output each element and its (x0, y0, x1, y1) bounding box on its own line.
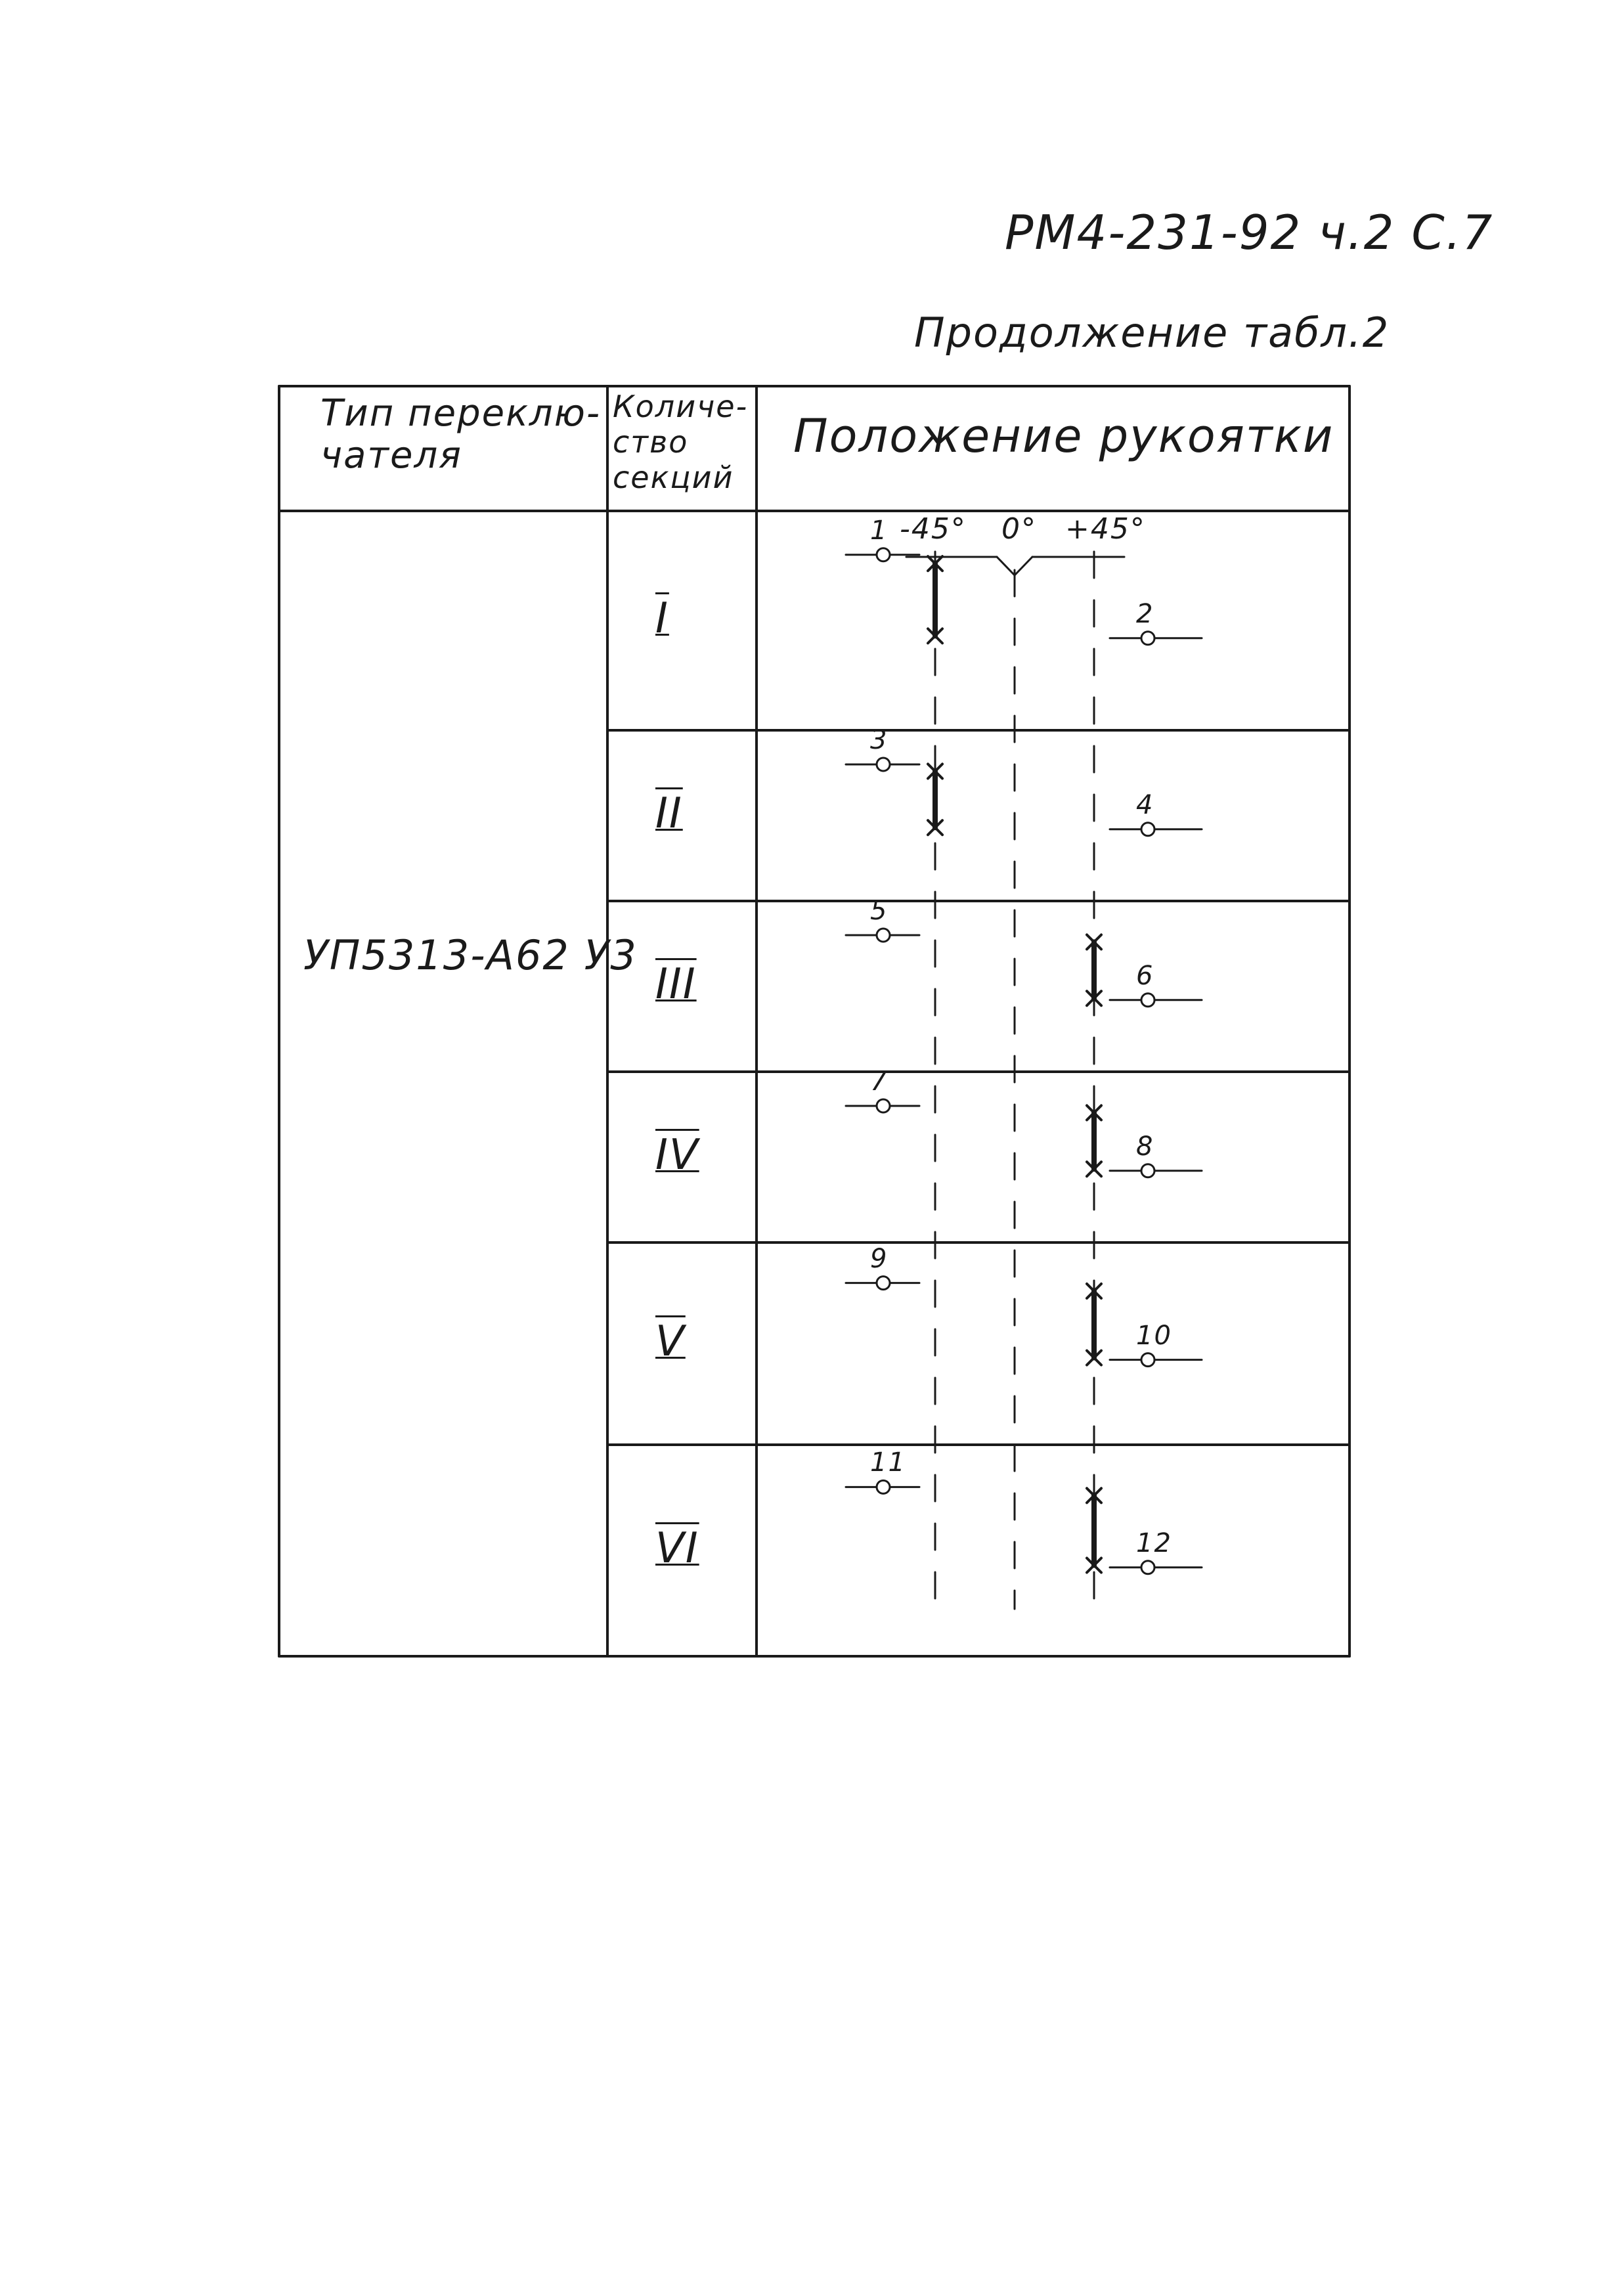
document-code: РМ4-231-92 ч.2 С.7 (1005, 205, 1494, 260)
table-continuation-label: Продолжение табл.2 (914, 309, 1390, 357)
header-switch-type-line1: Тип переклю- (320, 392, 602, 435)
terminal-contact (877, 1480, 890, 1493)
switch-type-value: УП5313-А62 У3 (303, 931, 638, 979)
position-bracket-notch (997, 557, 1015, 575)
section-label: VI (655, 1524, 699, 1573)
section-label: V (655, 1317, 686, 1366)
contact-number: 10 (1136, 1320, 1172, 1351)
contact-number: 5 (870, 896, 889, 926)
contact-number: 3 (870, 725, 889, 755)
header-section-count (613, 389, 748, 495)
terminal-contact (877, 929, 890, 942)
terminal-contact (1141, 1353, 1154, 1367)
terminal-contact (877, 1099, 890, 1112)
section-label: I (655, 594, 669, 643)
terminal-contact (1141, 1561, 1154, 1574)
header-handle-position: Положение рукоятки (793, 409, 1334, 463)
contact-number: 1 (870, 515, 889, 546)
contact-number: 2 (1136, 598, 1154, 629)
contact-number: 7 (870, 1066, 889, 1097)
contact-number: 8 (1136, 1131, 1154, 1162)
header-switch-type-line2: чателя (320, 434, 462, 477)
terminal-contact (1141, 823, 1154, 836)
contact-number: 9 (870, 1243, 889, 1274)
terminal-contact (877, 548, 890, 561)
section-label: II (655, 789, 683, 838)
header-section-count-line2: ство (613, 424, 689, 460)
handle-position-label: +45° (1065, 512, 1146, 546)
terminal-contact (1141, 994, 1154, 1007)
contact-number: 12 (1136, 1528, 1172, 1558)
section-label: III (655, 960, 697, 1009)
handle-position-label: 0° (1001, 512, 1037, 546)
position-bracket-notch (1015, 557, 1032, 575)
section-label: IV (655, 1131, 699, 1179)
header-section-count-line1: Количе- (613, 389, 749, 424)
contact-number: 6 (1136, 960, 1154, 991)
contact-number: 11 (870, 1447, 906, 1478)
contact-number: 4 (1136, 789, 1154, 820)
header-section-count-line3: секций (613, 460, 734, 495)
terminal-contact (877, 1277, 890, 1290)
handle-position-label: -45° (900, 512, 967, 546)
terminal-contact (1141, 632, 1154, 645)
terminal-contact (1141, 1164, 1154, 1177)
header-switch-type (320, 393, 601, 477)
terminal-contact (877, 758, 890, 771)
